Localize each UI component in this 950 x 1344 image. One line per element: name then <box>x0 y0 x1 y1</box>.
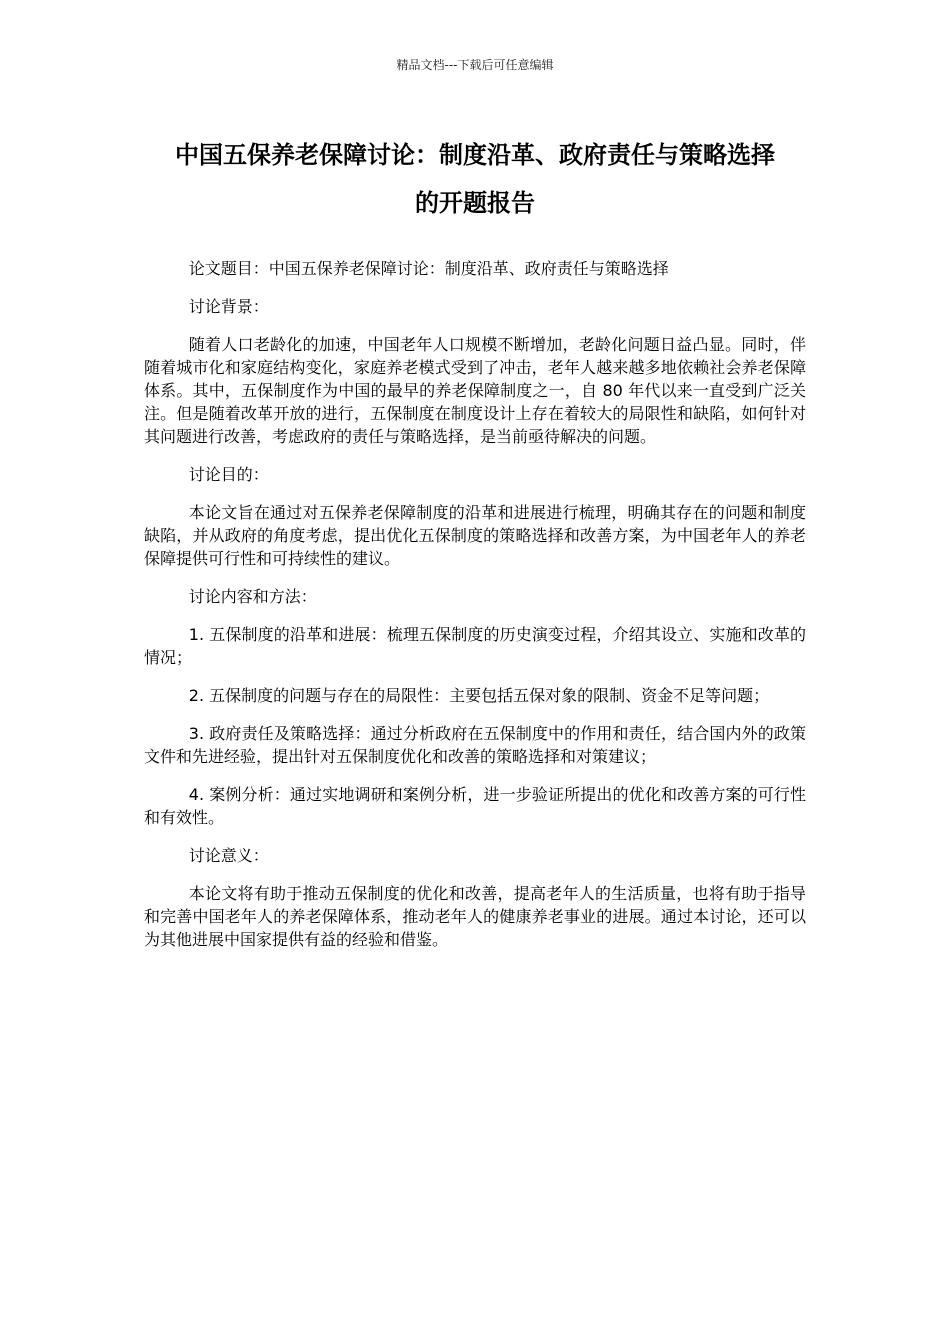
content-item-1: 1. 五保制度的沿革和进展：梳理五保制度的历史演变过程，介绍其设立、实施和改革的情况； <box>144 625 806 667</box>
document-title <box>145 131 805 227</box>
page-header-note: 精品文档---下载后可任意编辑 <box>396 58 554 72</box>
title-line-1: 中国五保养老保障讨论：制度沿革、政府责任与策略选择 <box>175 141 775 169</box>
background-paragraph: 随着人口老龄化的加速，中国老年人口规模不断增加，老龄化问题日益凸显。同时，伴随着城市化和家庭结构变化，家庭养老模式受到了冲击，老年人越来越多地依赖社会养老保障体系。其中，五保制度作为中国的最早的养老保障制度之一，自 80 年代以来一直受到广泛关注。但是随着改革开放的进行，五保制度在制度设计上存在着较大的局限性和缺陷，如何针对其问题进行改善，考虑政府的责任与策略选择，是当前亟待解决的问题。 <box>144 335 806 446</box>
title-line-2: 的开题报告 <box>415 189 535 217</box>
content-item-3: 3. 政府责任及策略选择：通过分析政府在五保制度中的作用和责任，结合国内外的政策文件和先进经验，提出针对五保制度优化和改善的策略选择和对策建议； <box>144 724 806 766</box>
significance-paragraph: 本论文将有助于推动五保制度的优化和改善，提高老年人的生活质量，也将有助于指导和完善中国老年人的养老保障体系，推动老年人的健康养老事业的进展。通过本讨论，还可以为其他进展中国家提供有益的经验和借鉴。 <box>144 884 806 949</box>
thesis-topic: 论文题目：中国五保养老保障讨论：制度沿革、政府责任与策略选择 <box>188 259 669 278</box>
section-heading-content-methods: 讨论内容和方法： <box>188 587 317 606</box>
section-heading-purpose: 讨论目的： <box>188 465 269 484</box>
section-heading-background: 讨论背景： <box>188 297 269 316</box>
content-item-2: 2. 五保制度的问题与存在的局限性：主要包括五保对象的限制、资金不足等问题； <box>188 686 770 705</box>
purpose-paragraph: 本论文旨在通过对五保养老保障制度的沿革和进展进行梳理，明确其存在的问题和制度缺陷，并从政府的角度考虑，提出优化五保制度的策略选择和改善方案，为中国老年人的养老保障提供可行性和可持续性的建议。 <box>144 503 806 568</box>
section-heading-significance: 讨论意义： <box>188 846 269 865</box>
document-body <box>144 257 806 966</box>
content-item-4: 4. 案例分析：通过实地调研和案例分析，进一步验证所提出的优化和改善方案的可行性和有效性。 <box>144 785 806 827</box>
